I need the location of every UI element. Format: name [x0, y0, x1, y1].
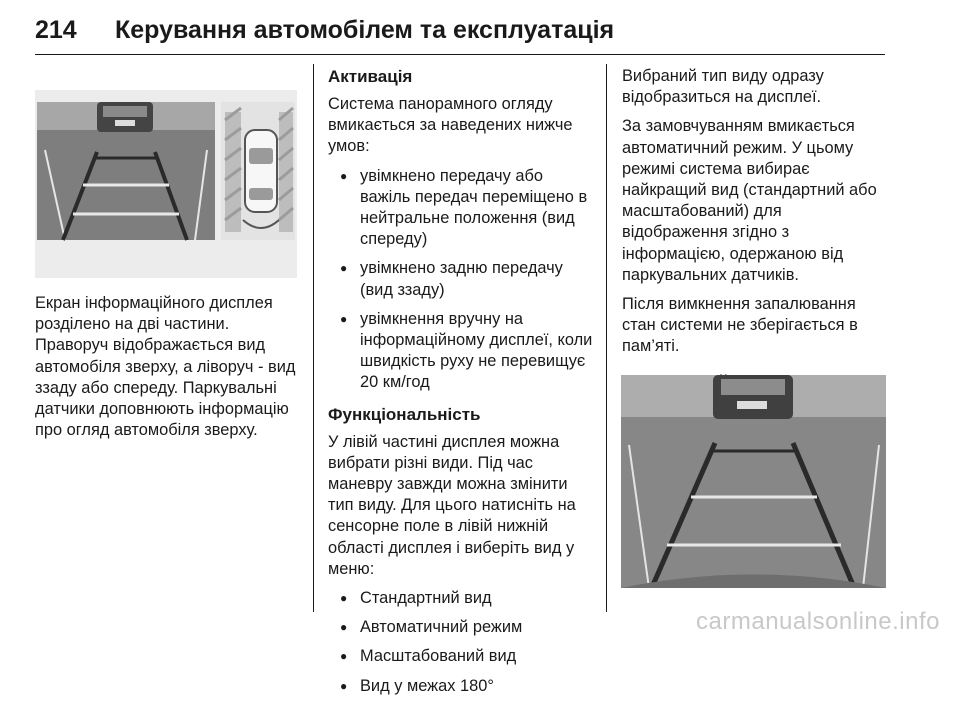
list-item: ● увімкнено задню передачу (вид ззаду) — [328, 258, 596, 300]
functionality-text: У лівій частині дисплея можна вибрати різні види. Під час маневру завжди можна змінити тип виду. Для цього натисніть на сенсорне поле в лівій нижній області дисплея і виберіть вид у меню: — [328, 432, 576, 578]
watermark: carmanualsonline.info — [696, 608, 940, 635]
rear-view-illustration — [621, 375, 886, 588]
column-divider — [606, 64, 607, 612]
view-list — [328, 588, 596, 697]
functionality-heading: Функціональність — [328, 404, 481, 424]
list-item: ● Вид у межах 180° — [328, 676, 596, 697]
page-header — [35, 14, 885, 55]
split-display-illustration — [35, 90, 297, 278]
list-item: ● Стандартний вид — [328, 588, 596, 609]
activation-list — [328, 166, 596, 394]
list-item: ● Масштабований вид — [328, 646, 596, 667]
list-item: ● увімкнено передачу або важіль передач переміщено в нейтральне положення (вид спереду) — [328, 166, 596, 251]
page-number: 214 — [35, 16, 77, 44]
paragraph: Вибраний тип виду одразу відобразиться на дисплеї. — [622, 67, 824, 107]
middle-column — [328, 66, 596, 707]
list-item: ● увімкнення вручну на інформаційному дисплеї, коли швидкість руху не перевищує 20 км/год — [328, 309, 596, 394]
rear-camera-panel — [37, 102, 215, 240]
activation-intro: Система панорамного огляду вмикається за наведених нижче умов: — [328, 95, 573, 156]
paragraph: Після вимкнення запалювання стан системи не зберігається в пам’яті. — [622, 295, 858, 356]
page-title: Керування автомобілем та експлуатація — [115, 16, 615, 44]
list-item: ● Автоматичний режим — [328, 617, 596, 638]
activation-heading: Активація — [328, 67, 413, 86]
figure-caption: Екран інформаційного дисплея розділено на дві частини. Праворуч відображається вид автомобіля зверху, а ліворуч - вид ззаду або спереду. Паркувальні датчики доповнюють інформацію про огляд автомобіля зверху. — [35, 294, 296, 440]
top-view-panel — [221, 102, 295, 240]
paragraph: За замовчуванням вмикається автоматичний режим. У цьому режимі система вибирає найкращий вид (стандартний або масштабований) для відображення згідно з інформацією, одержаною від паркувальних датчиків. — [622, 117, 877, 284]
column-divider — [313, 64, 314, 612]
